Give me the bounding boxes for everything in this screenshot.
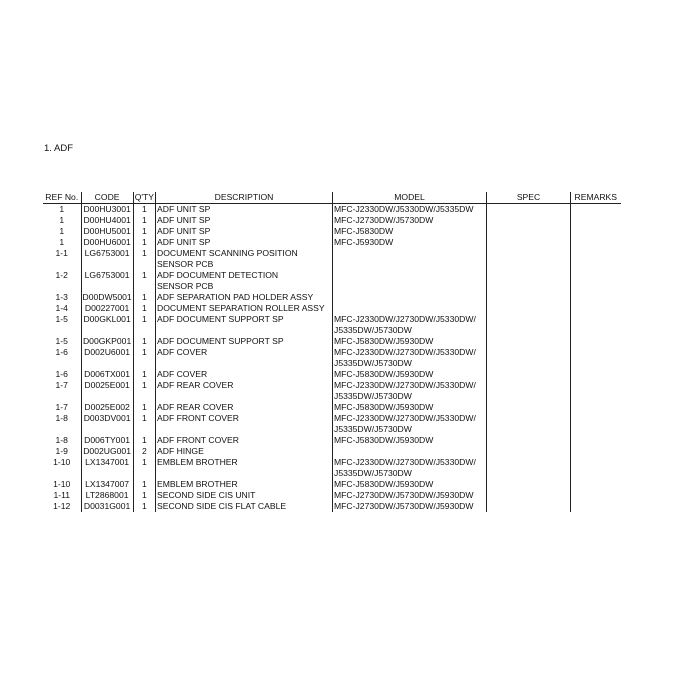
description-cell: [156, 380, 333, 402]
qty-cell: 1: [133, 501, 155, 512]
model-cell-line: MFC-J5830DW/J5930DW: [334, 336, 434, 346]
description-cell-line: EMBLEM BROTHER: [157, 457, 238, 467]
model-cell-line: MFC-J5830DW/J5930DW: [334, 479, 434, 489]
spec-cell: [487, 270, 571, 292]
spec-cell: [487, 490, 571, 501]
spec-cell: [487, 457, 571, 479]
model-cell: [333, 479, 487, 490]
model-cell: [333, 446, 487, 457]
table-row: [43, 347, 621, 369]
header-code: CODE: [81, 192, 133, 204]
model-cell: [333, 413, 487, 435]
model-cell-line: MFC-J2730DW/J5730DW: [334, 215, 434, 225]
spec-cell: [487, 226, 571, 237]
qty-cell: 1: [133, 237, 155, 248]
remarks-cell: [571, 314, 621, 336]
remarks-cell: [571, 347, 621, 369]
description-cell-line: SECOND SIDE CIS FLAT CABLE: [157, 501, 287, 511]
model-cell-line: [334, 303, 485, 314]
remarks-cell: [571, 248, 621, 270]
description-cell: [156, 248, 333, 270]
spec-cell: [487, 369, 571, 380]
description-cell-line: ADF DOCUMENT SUPPORT SP: [157, 314, 284, 324]
remarks-cell: [571, 446, 621, 457]
description-cell-line: ADF COVER: [157, 369, 208, 379]
qty-cell: 1: [133, 380, 155, 402]
qty-cell: 1: [133, 314, 155, 336]
model-cell-line: MFC-J5830DW/J5930DW: [334, 369, 434, 379]
model-cell: [333, 369, 487, 380]
model-cell: [333, 402, 487, 413]
header-ref: REF No.: [43, 192, 81, 204]
description-cell: [156, 347, 333, 369]
model-cell: [333, 347, 487, 369]
qty-cell: 1: [133, 413, 155, 435]
table-row: [43, 237, 621, 248]
table-row: [43, 248, 621, 270]
model-cell-line: MFC-J5830DW: [334, 226, 394, 236]
model-cell: [333, 215, 487, 226]
description-cell-line: EMBLEM BROTHER: [157, 479, 238, 489]
code-cell: LX1347001: [81, 457, 133, 479]
remarks-cell: [571, 292, 621, 303]
description-cell-line: ADF DOCUMENT SUPPORT SP: [157, 336, 284, 346]
qty-cell: 1: [133, 248, 155, 270]
description-cell: [156, 336, 333, 347]
spec-cell: [487, 402, 571, 413]
description-cell-line: ADF REAR COVER: [157, 380, 234, 390]
model-cell-line: MFC-J2730DW/J5730DW/J5930DW: [334, 501, 474, 511]
remarks-cell: [571, 490, 621, 501]
description-cell-line: ADF UNIT SP: [157, 237, 211, 247]
description-cell-line: ADF UNIT SP: [157, 226, 211, 236]
table-row: [43, 226, 621, 237]
description-cell-line: SECOND SIDE CIS UNIT: [157, 490, 256, 500]
spec-cell: [487, 347, 571, 369]
model-cell-line: [334, 248, 485, 259]
model-cell: [333, 336, 487, 347]
qty-cell: 1: [133, 347, 155, 369]
description-cell: [156, 215, 333, 226]
ref-cell: 1-12: [53, 501, 71, 511]
model-cell: [333, 457, 487, 479]
ref-cell: 1-10: [53, 479, 71, 489]
table-row: [43, 314, 621, 336]
table-row: [43, 380, 621, 402]
code-cell: D002U6001: [81, 347, 133, 369]
qty-cell: 1: [133, 215, 155, 226]
model-cell-line: [334, 446, 485, 457]
model-cell-line: J5335DW/J5730DW: [334, 358, 412, 368]
spec-cell: [487, 292, 571, 303]
table-row: [43, 270, 621, 292]
remarks-cell: [571, 303, 621, 314]
model-cell: [333, 435, 487, 446]
parts-table-body: [43, 204, 621, 513]
remarks-cell: [571, 215, 621, 226]
ref-cell: 1: [59, 215, 65, 225]
ref-cell: 1: [59, 226, 65, 236]
remarks-cell: [571, 435, 621, 446]
table-row: [43, 303, 621, 314]
model-cell-line: MFC-J5930DW: [334, 237, 394, 247]
model-cell: [333, 490, 487, 501]
remarks-cell: [571, 501, 621, 512]
spec-cell: [487, 380, 571, 402]
ref-cell: 1-5: [55, 314, 68, 324]
remarks-cell: [571, 479, 621, 490]
qty-cell: 1: [133, 479, 155, 490]
ref-cell: 1-6: [55, 369, 68, 379]
code-cell: D0031G001: [81, 501, 133, 512]
model-cell: [333, 314, 487, 336]
description-cell-line: ADF FRONT COVER: [157, 435, 239, 445]
model-cell-line: MFC-J2330DW/J2730DW/J5330DW/: [334, 380, 476, 390]
model-cell: [333, 204, 487, 216]
code-cell: D006TY001: [81, 435, 133, 446]
qty-cell: 1: [133, 270, 155, 292]
remarks-cell: [571, 270, 621, 292]
model-cell-line: [334, 292, 485, 303]
code-cell: D00HU6001: [81, 237, 133, 248]
description-cell: [156, 446, 333, 457]
ref-cell: 1-8: [55, 435, 68, 445]
ref-cell: 1-8: [55, 413, 68, 423]
model-cell-line: MFC-J2330DW/J2730DW/J5330DW/: [334, 413, 476, 423]
model-cell-line: MFC-J2330DW/J2730DW/J5330DW/: [334, 314, 476, 324]
table-row: [43, 369, 621, 380]
model-cell: [333, 270, 487, 292]
ref-cell: 1-3: [55, 292, 68, 302]
table-row: [43, 292, 621, 303]
description-cell: [156, 490, 333, 501]
model-cell: [333, 303, 487, 314]
code-cell: D002UG001: [81, 446, 133, 457]
spec-cell: [487, 303, 571, 314]
model-cell-line: J5335DW/J5730DW: [334, 424, 412, 434]
remarks-cell: [571, 336, 621, 347]
description-cell: [156, 457, 333, 479]
remarks-cell: [571, 402, 621, 413]
qty-cell: 1: [133, 402, 155, 413]
description-cell: [156, 303, 333, 314]
description-cell-line: ADF SEPARATION PAD HOLDER ASSY: [157, 292, 314, 302]
table-row: [43, 435, 621, 446]
model-cell-line: J5335DW/J5730DW: [334, 325, 412, 335]
description-cell: [156, 435, 333, 446]
description-cell: [156, 501, 333, 512]
model-cell: [333, 248, 487, 270]
ref-cell: 1-4: [55, 303, 68, 313]
code-cell: LT2868001: [81, 490, 133, 501]
spec-cell: [487, 446, 571, 457]
code-cell: LG6753001: [81, 270, 133, 292]
description-cell-line: ADF COVER: [157, 347, 208, 357]
spec-cell: [487, 314, 571, 336]
table-row: [43, 490, 621, 501]
description-cell-line: ADF HINGE: [157, 446, 204, 456]
description-cell: [156, 237, 333, 248]
model-cell: [333, 226, 487, 237]
spec-cell: [487, 336, 571, 347]
qty-cell: 1: [133, 490, 155, 501]
qty-cell: 2: [133, 446, 155, 457]
description-cell-line: DOCUMENT SEPARATION ROLLER ASSY: [157, 303, 325, 313]
header-spec: SPEC: [487, 192, 571, 204]
code-cell: D00HU5001: [81, 226, 133, 237]
ref-cell: 1-10: [53, 457, 71, 467]
model-cell-line: MFC-J2330DW/J2730DW/J5330DW/: [334, 347, 476, 357]
spec-cell: [487, 435, 571, 446]
table-row: [43, 457, 621, 479]
code-cell: LX1347007: [81, 479, 133, 490]
code-cell: D00GKL001: [81, 314, 133, 336]
description-cell-line: ADF DOCUMENT DETECTION: [157, 270, 279, 280]
description-cell-line: ADF UNIT SP: [157, 215, 211, 225]
table-row: [43, 446, 621, 457]
model-cell-line: MFC-J5830DW/J5930DW: [334, 402, 434, 412]
remarks-cell: [571, 457, 621, 479]
table-row: [43, 204, 621, 216]
ref-cell: 1: [59, 204, 65, 214]
model-cell: [333, 237, 487, 248]
code-cell: D00HU4001: [81, 215, 133, 226]
qty-cell: 1: [133, 303, 155, 314]
code-cell: D006TX001: [81, 369, 133, 380]
model-cell-line: J5335DW/J5730DW: [334, 468, 412, 478]
description-cell-line: ADF UNIT SP: [157, 204, 211, 214]
remarks-cell: [571, 237, 621, 248]
model-cell-line: MFC-J2330DW/J2730DW/J5330DW/: [334, 457, 476, 467]
model-cell-line: MFC-J2730DW/J5730DW/J5930DW: [334, 490, 474, 500]
table-row: [43, 402, 621, 413]
ref-cell: 1: [59, 237, 65, 247]
ref-cell: 1-1: [55, 248, 68, 258]
spec-cell: [487, 413, 571, 435]
qty-cell: 1: [133, 369, 155, 380]
qty-cell: 1: [133, 435, 155, 446]
spec-cell: [487, 248, 571, 270]
code-cell: D0025E002: [81, 402, 133, 413]
model-cell-line: MFC-J2330DW/J5330DW/J5335DW: [334, 204, 474, 214]
header-description: DESCRIPTION: [156, 192, 333, 204]
code-cell: D00227001: [81, 303, 133, 314]
header-remarks: REMARKS: [571, 192, 621, 204]
remarks-cell: [571, 413, 621, 435]
parts-table: [43, 192, 621, 512]
model-cell: [333, 292, 487, 303]
qty-cell: 1: [133, 204, 155, 216]
spec-cell: [487, 501, 571, 512]
table-row: [43, 215, 621, 226]
spec-cell: [487, 479, 571, 490]
table-row: [43, 501, 621, 512]
spec-cell: [487, 237, 571, 248]
code-cell: D00DW5001: [82, 292, 132, 302]
model-cell: [333, 380, 487, 402]
code-cell: D00GKP001: [82, 336, 132, 346]
model-cell-line: MFC-J5830DW/J5930DW: [334, 435, 434, 445]
table-row: [43, 336, 621, 347]
ref-cell: 1-7: [55, 380, 68, 390]
qty-cell: 1: [133, 457, 155, 479]
description-cell: [156, 226, 333, 237]
model-cell-line: J5335DW/J5730DW: [334, 391, 412, 401]
code-cell: LG6753001: [81, 248, 133, 270]
description-cell-line: ADF FRONT COVER: [157, 413, 239, 423]
description-cell-line: DOCUMENT SCANNING POSITION: [157, 248, 298, 258]
header-model: MODEL: [333, 192, 487, 204]
remarks-cell: [571, 226, 621, 237]
ref-cell: 1-2: [55, 270, 68, 280]
ref-cell: 1-5: [55, 336, 68, 346]
table-row: [43, 413, 621, 435]
header-qty: Q'TY: [134, 192, 155, 202]
description-cell: [156, 413, 333, 435]
ref-cell: 1-6: [55, 347, 68, 357]
code-cell: D00HU3001: [81, 204, 133, 216]
description-cell: [156, 402, 333, 413]
qty-cell: 1: [133, 292, 155, 303]
qty-cell: 1: [133, 336, 155, 347]
code-cell: D0025E001: [81, 380, 133, 402]
description-cell-line: SENSOR PCB: [157, 281, 214, 291]
description-cell-line: SENSOR PCB: [157, 259, 214, 269]
ref-cell: 1-9: [55, 446, 68, 456]
description-cell: [156, 270, 333, 292]
ref-cell: 1-11: [53, 490, 71, 500]
code-cell: D003DV001: [81, 413, 133, 435]
description-cell: [156, 369, 333, 380]
table-row: [43, 479, 621, 490]
model-cell: [333, 501, 487, 512]
description-cell: [156, 314, 333, 336]
description-cell: [156, 479, 333, 490]
section-title: 1. ADF: [44, 143, 74, 154]
model-cell-line: [334, 270, 485, 281]
table-header-row: [43, 192, 621, 204]
qty-cell: 1: [133, 226, 155, 237]
description-cell: [156, 204, 333, 216]
spec-cell: [487, 215, 571, 226]
description-cell-line: ADF REAR COVER: [157, 402, 234, 412]
description-cell: [156, 292, 333, 303]
remarks-cell: [571, 369, 621, 380]
spec-cell: [487, 204, 571, 216]
ref-cell: 1-7: [55, 402, 68, 412]
remarks-cell: [571, 204, 621, 216]
remarks-cell: [571, 380, 621, 402]
